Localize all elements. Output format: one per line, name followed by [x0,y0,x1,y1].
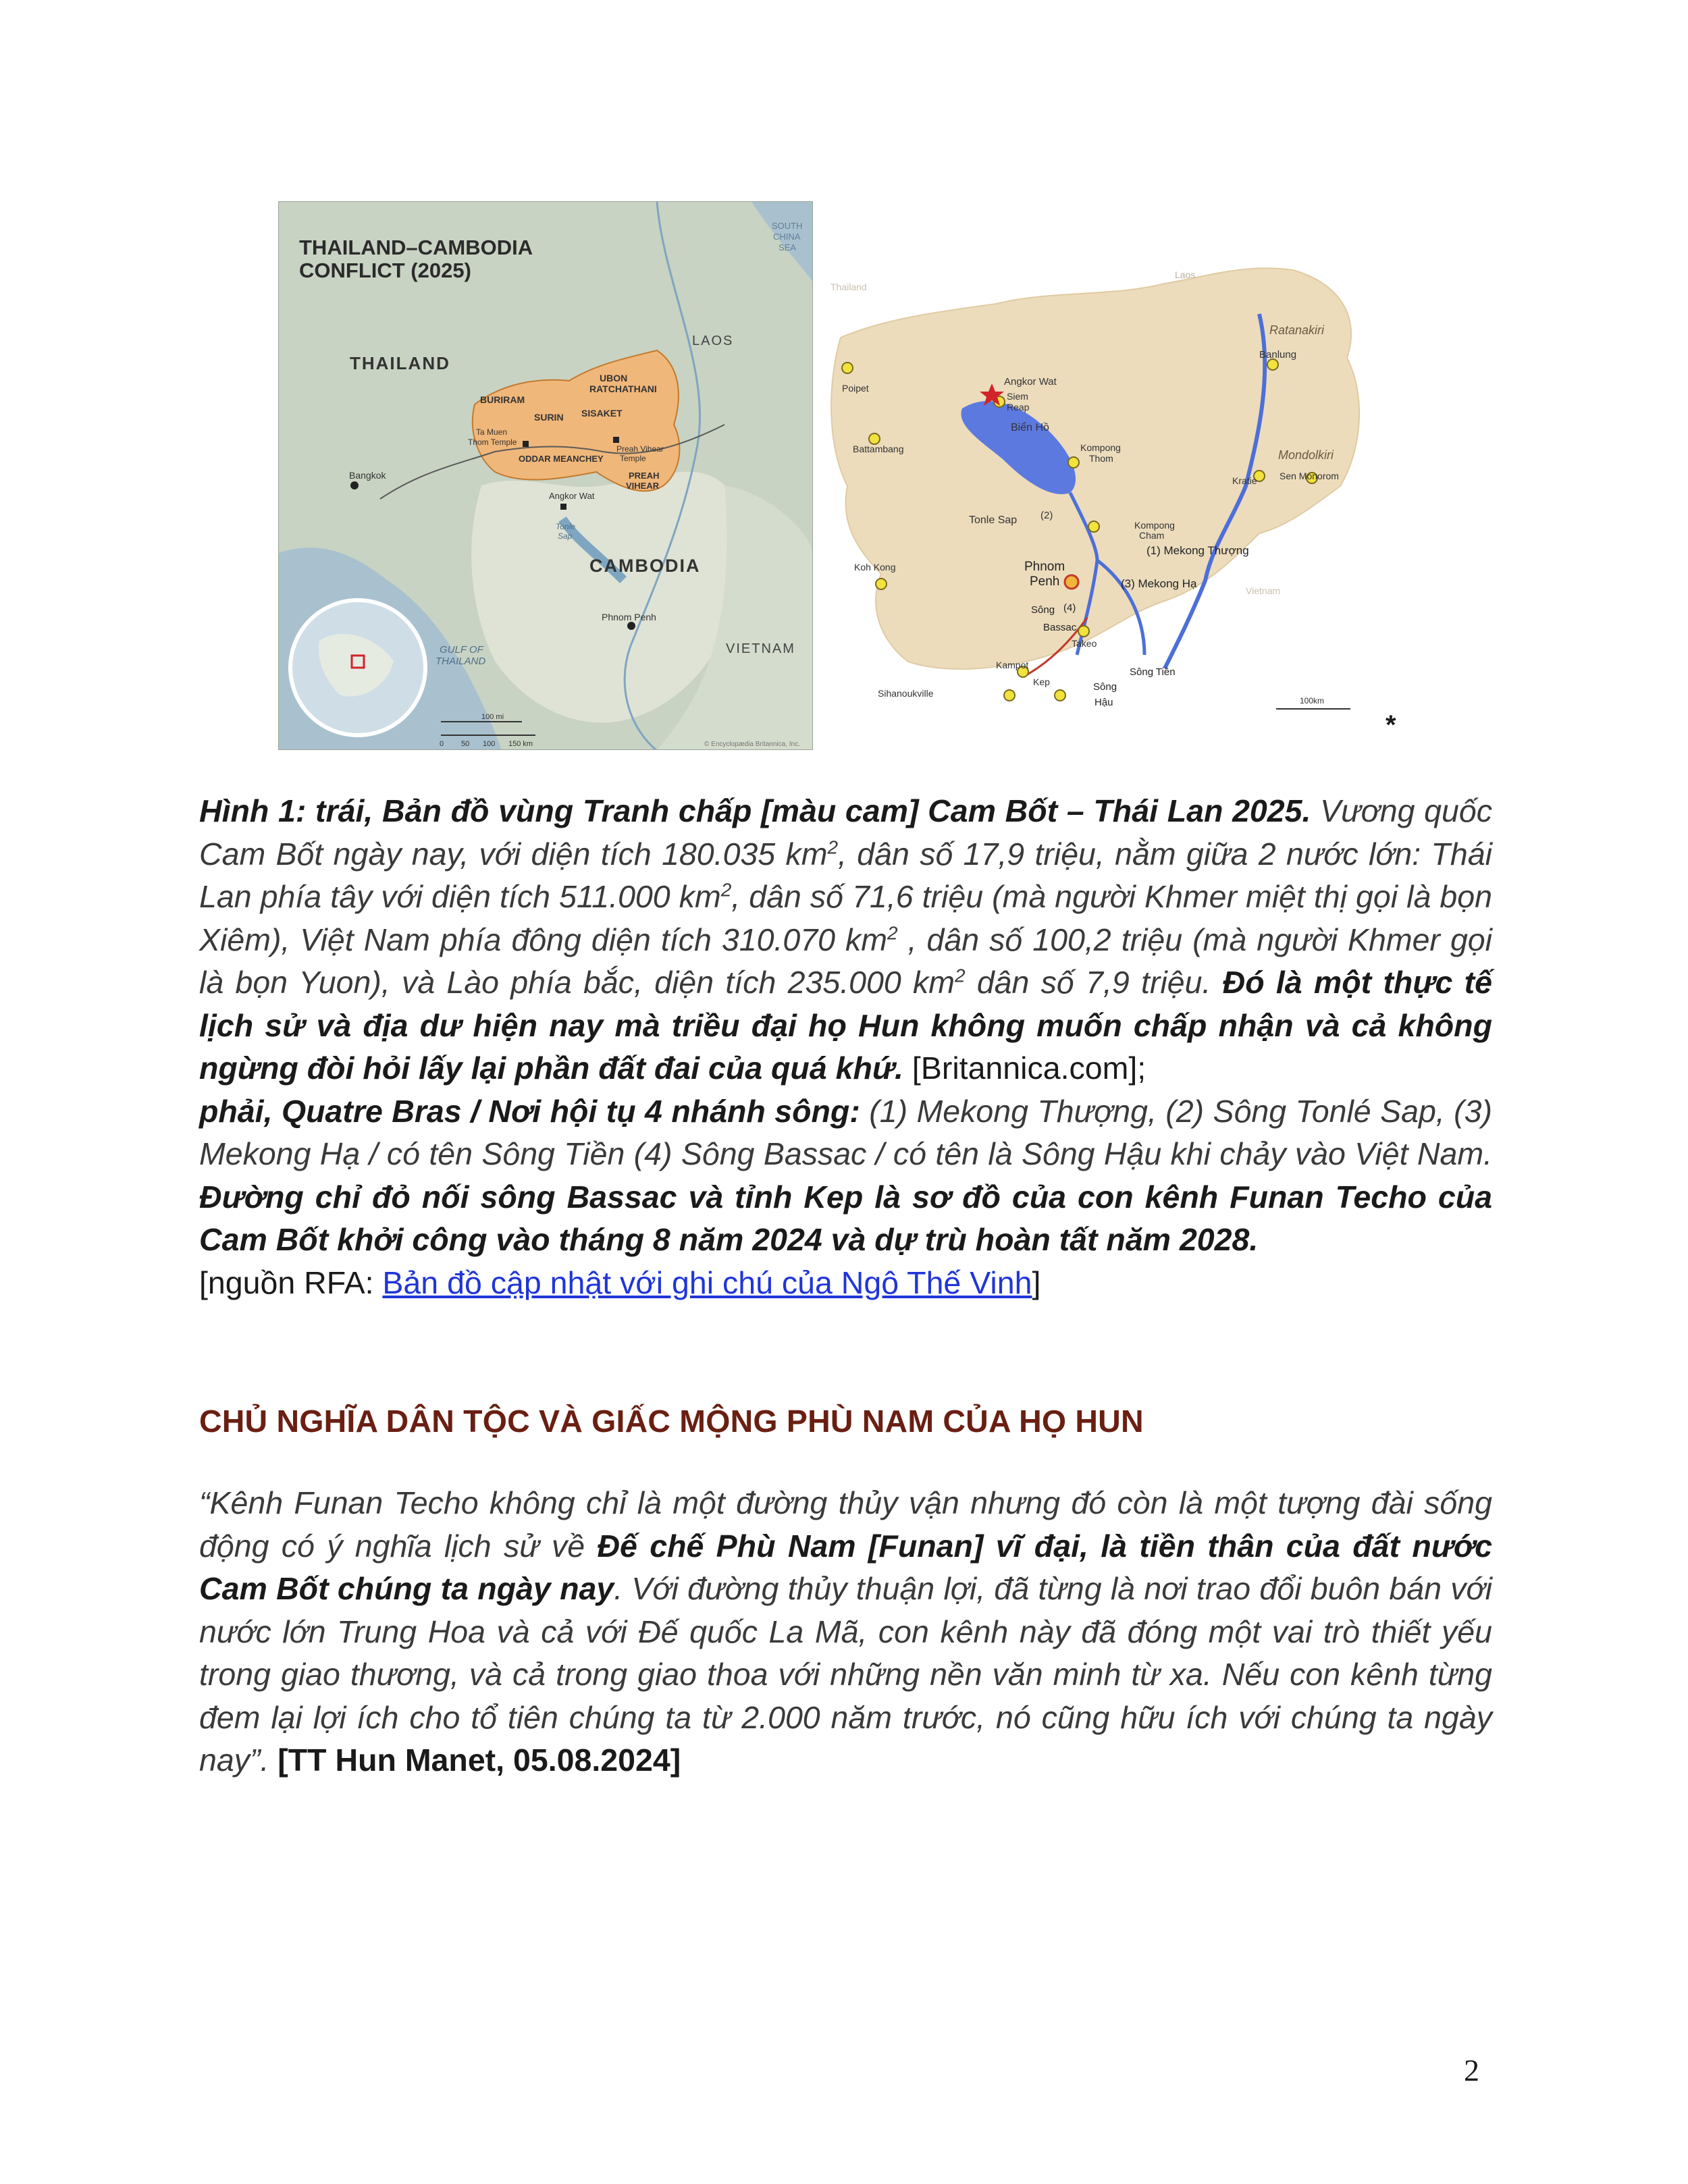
caption-source-link[interactable]: Bản đồ cập nhật với ghi chú của Ngô Thế Vinh [382,1264,1032,1300]
quote-text-2: . Với đường thủy thuận lợi, đã từng là nơi trao đổi buôn bán với nước lớn Trung Hoa và cả với Đế quốc La Mã, con kênh này đã đóng một vai trò thiết yếu trong giao thương, và cả trong giao thoa với những nền văn minh từ xa. Nếu con kênh từng đem lại lợi ích cho tổ tiên chúng ta từ 2.000 năm trước, nó cũng hữu ích với chúng ta ngày nay”. [199,1571,1492,1778]
quatre-bras-river-map [827,263,1382,722]
label-preah-temple-1: Preah Vihear [616,444,664,454]
label-kompong-cham-1: Kompong [1134,520,1175,531]
label-bien-ho: Biển Hồ [1011,422,1049,433]
label-song-hau-2: Hậu [1094,697,1113,708]
section-heading: CHỦ NGHĨA DÂN TỘC VÀ GIẤC MỘNG PHÙ NAM CỦA HỌ HUN [199,1404,1144,1439]
caption-text-4: , dân số 100,2 triệu (mà người Khmer gọi là bọn Yuon), và Lào phía bắc, diện tích 235.000 km [199,922,1493,1000]
label-bangkok: Bangkok [349,470,386,481]
caption-canal: Đường chỉ đỏ nối sông Bassac và tỉnh Kep là sơ đồ của con kênh Funan Techo của Cam Bốt khởi công vào tháng 8 năm 2024 và dự trù hoàn tất năm 2028. [199,1179,1492,1257]
label-vietnam-r: Vietnam [1246,585,1281,596]
label-south: SOUTH [772,221,803,231]
caption-sup-3: 2 [887,922,898,943]
label-kompong-cham-2: Cham [1139,530,1165,541]
caption-title: Hình 1: trái, Bản đồ vùng Tranh chấp [màu cam] Cam Bốt – Thái Lan 2025. [199,793,1311,828]
label-mekong-thuong: (1) Mekong Thượng [1146,544,1249,557]
label-kratie: Kratie [1232,475,1257,486]
label-scale-km: 150 km [508,740,533,748]
map-title-line1: THAILAND–CAMBODIA [299,236,533,259]
label-gulf-1: GULF OF [440,644,483,656]
label-sea: SEA [779,242,797,252]
label-scale-r: 100km [1300,696,1325,705]
caption-britannica: [Britannica.com]; [903,1050,1146,1086]
caption-sup-4: 2 [954,965,966,986]
label-sihanoukville: Sihanoukville [878,688,934,699]
caption-sup-1: 2 [827,836,839,857]
label-scale-mi: 100 mi [481,713,504,721]
label-laos: LAOS [692,334,734,348]
label-siem-1: Siem [1007,391,1028,402]
caption-rivers: (1) Mekong Thượng, (2) Sông Tonlé Sap, (3) Mekong Hạ / có tên Sông Tiền (4) Sông Bassac / có tên là Sông Hậu khi chảy vào Việt Nam. [199,1093,1492,1171]
label-thailand-r: Thailand [830,282,867,292]
label-song-tien: Sông Tiền [1130,666,1176,678]
caption-text-2: , dân số 17,9 triệu, nằm giữa 2 nước lớn: Thái Lan phía tây với diện tích 511.000 km [199,836,1492,914]
label-bassac: Bassac [1043,622,1077,633]
caption-bold-history: Đó là một thực tế lịch sử và địa dư hiện nay mà triều đại họ Hun không muốn chấp nhận và cả không ngừng đòi hỏi lấy lại phần đất đai của quá khứ. [199,965,1493,1086]
label-poipet: Poipet [842,383,869,394]
label-oddar: ODDAR MEANCHEY [519,454,604,464]
label-tonle-sap-r: Tonle Sap [969,514,1018,526]
label-preah-temple-2: Temple [620,454,646,463]
label-ratanakiri: Ratanakiri [1269,323,1325,337]
label-sisaket: SISAKET [581,408,623,419]
caption-text-5: dân số 7,9 triệu. [965,965,1223,1000]
label-laos-r: Laos [1175,269,1196,280]
label-sen-monorom: Sen Monorom [1280,471,1339,481]
label-cambodia: CAMBODIA [589,556,701,576]
label-battambang: Battambang [853,444,904,454]
label-tonle-sap-num: (2) [1040,510,1053,521]
label-scale-0: 0 [440,740,444,748]
label-vietnam: VIETNAM [726,641,795,656]
caption-source-suffix: ] [1032,1264,1041,1300]
label-china: CHINA [773,232,801,242]
label-preah-vihear-2: VIHEAR [626,481,660,491]
thailand-cambodia-conflict-map [278,201,813,750]
label-credit: © Encyclopædia Britannica, Inc. [704,741,800,748]
label-angkor-wat-r: Angkor Wat [1004,376,1057,388]
label-koh-kong: Koh Kong [854,562,896,572]
caption-text-1: Vương quốc Cam Bốt ngày nay, với diện tích 180.035 km [199,793,1492,872]
label-gulf-2: THAILAND [436,656,486,667]
quote-source: [TT Hun Manet, 05.08.2024] [278,1742,681,1778]
label-takeo: Takeo [1072,638,1097,649]
label-preah-vihear-1: PREAH [629,471,660,481]
label-angkor-wat: Angkor Wat [549,491,595,501]
label-tonle-2: Sap [558,531,573,541]
label-ta-muen-2: Thom Temple [468,437,517,447]
label-song-hau-1: Sông [1093,681,1117,693]
label-ubon-2: RATCHATHANI [589,383,657,394]
label-ubon-1: UBON [600,373,628,383]
label-penh: Penh [1030,575,1060,589]
label-kompong-thom-1: Kompong [1080,442,1121,453]
caption-source-prefix: [nguồn RFA: [199,1264,383,1300]
label-ta-muen-1: Ta Muen [476,427,508,437]
label-kep: Kep [1033,676,1050,687]
map-title-line2: CONFLICT (2025) [299,259,471,282]
label-buriram: BURIRAM [480,394,525,405]
label-siem-2: Reap [1007,402,1030,412]
river-map-graphic [827,263,1382,722]
caption-text-3: , dân số 71,6 triệu (mà người Khmer miệt thị gọi là bọn Xiêm), Việt Nam phía đông diện tích 310.070 km [199,879,1492,957]
label-phnom: Phnom [1024,560,1065,574]
label-scale-50: 50 [461,740,470,748]
label-tonle-1: Tonle [556,522,575,531]
quote-text-1: “Kênh Funan Techo không chỉ là một đường thủy vận nhưng đó còn là một tượng đài sống động có ý nghĩa lịch sử về [199,1485,1492,1564]
label-song-bassac-num: (4) [1063,602,1076,614]
conflict-map-graphic [279,202,813,750]
caption-right-title: phải, Quatre Bras / Nơi hội tụ 4 nhánh sông: [199,1093,860,1129]
label-song-bassac-1: Sông [1031,604,1055,616]
label-mekong-ha: (3) Mekong Hạ [1121,577,1197,590]
label-surin: SURIN [534,412,564,423]
label-thailand: THAILAND [350,353,450,373]
label-kampot: Kampot [996,660,1029,670]
label-banlung: Banlung [1259,349,1297,361]
hun-manet-quote [199,1482,1492,1782]
caption-sup-2: 2 [720,879,732,901]
page-number: 2 [1464,2053,1479,2087]
quote-bold: Đế chế Phù Nam [Funan] vĩ đại, là tiền thân của đất nước Cam Bốt chúng ta ngày nay [199,1528,1492,1606]
figure-caption [199,790,1492,1304]
label-mondolkiri: Mondolkiri [1278,448,1334,462]
asterisk-mark: * [1386,710,1396,740]
label-scale-100: 100 [483,740,496,748]
label-phnom-penh: Phnom Penh [602,612,656,622]
label-kompong-thom-2: Thom [1089,453,1113,464]
